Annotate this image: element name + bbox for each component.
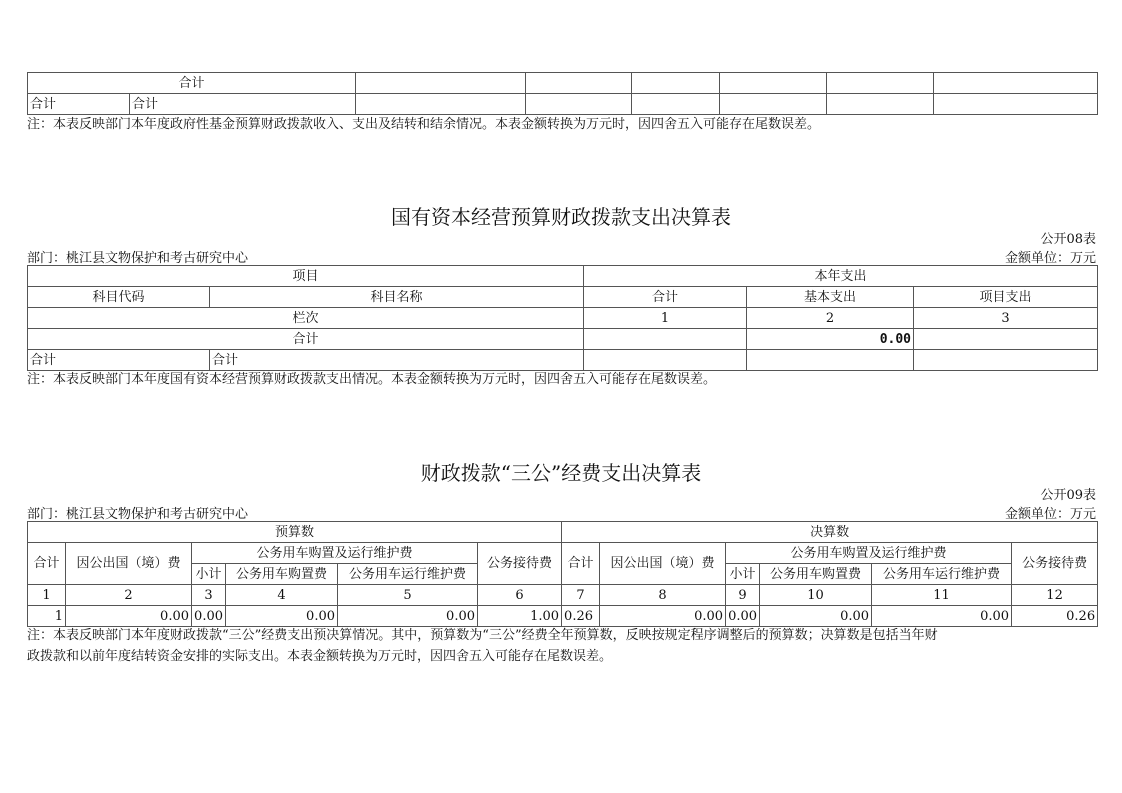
- header-vehicle: 公务用车购置及运行维护费: [192, 543, 478, 564]
- form-number: 公开09表: [1040, 488, 1096, 503]
- unit-label: 金额单位：万元: [1004, 251, 1096, 266]
- header-subtotal: 小计: [192, 564, 226, 585]
- header-total: 合计: [584, 287, 747, 308]
- value-cell: 0.00: [760, 606, 872, 627]
- value-cell: 0.26: [562, 606, 600, 627]
- column-index: 1: [584, 308, 747, 329]
- header-total: 合计: [28, 543, 66, 585]
- column-index: 7: [562, 585, 600, 606]
- table-07-fragment: [27, 72, 1098, 115]
- sub-total-name: 合计: [210, 350, 584, 371]
- table-07-note: 注：本表反映部门本年度政府性基金预算财政拨款收入、支出及结转和结余情况。本表金额转换为万元时，因四舍五入可能存在尾数误差。: [27, 117, 821, 132]
- table-08: [27, 265, 1098, 371]
- value-cell: 0.00: [600, 606, 726, 627]
- table-09: [27, 521, 1098, 627]
- table-09-note-line-1: 注：本表反映部门本年度财政拨款“三公”经费支出预决算情况。其中，预算数为“三公”经费全年预算数，反映按规定程序调整后的预算数；决算数是包括当年财: [27, 628, 938, 643]
- table-row: [28, 287, 1098, 308]
- column-index: 5: [338, 585, 478, 606]
- column-index: 6: [478, 585, 562, 606]
- value-cell: 0.00: [872, 606, 1012, 627]
- column-index: 4: [226, 585, 338, 606]
- sub-total-code: 合计: [28, 94, 130, 115]
- table-09-note-line-2: 政拨款和以前年度结转资金安排的实际支出。本表金额转换为万元时，因四舍五入可能存在尾数误差。: [27, 649, 613, 664]
- header-purchase: 公务用车购置费: [226, 564, 338, 585]
- form-number: 公开08表: [1040, 232, 1096, 247]
- table-08-note: 注：本表反映部门本年度国有资本经营预算财政拨款支出情况。本表金额转换为万元时，因四舍五入可能存在尾数误差。: [27, 372, 717, 387]
- department-label: 部门：桃江县文物保护和考古研究中心: [27, 251, 249, 266]
- header-reception: 公务接待费: [478, 543, 562, 585]
- total-label: 合计: [28, 73, 356, 94]
- header-final: 决算数: [562, 522, 1098, 543]
- header-basic: 基本支出: [747, 287, 914, 308]
- unit-label: 金额单位：万元: [1004, 507, 1096, 522]
- header-vehicle: 公务用车购置及运行维护费: [726, 543, 1012, 564]
- header-abroad: 因公出国（境）费: [600, 543, 726, 585]
- table-row: [28, 94, 1098, 115]
- header-reception: 公务接待费: [1012, 543, 1098, 585]
- header-operation: 公务用车运行维护费: [872, 564, 1012, 585]
- header-item: 项目: [28, 266, 584, 287]
- table-row: [28, 522, 1098, 543]
- department-label: 部门：桃江县文物保护和考古研究中心: [27, 507, 249, 522]
- header-purchase: 公务用车购置费: [760, 564, 872, 585]
- value-cell: 1.00: [478, 606, 562, 627]
- value-cell: 0.26: [1012, 606, 1098, 627]
- table-row: [28, 350, 1098, 371]
- sub-total-code: 合计: [28, 350, 210, 371]
- column-index: 9: [726, 585, 760, 606]
- value-cell: 0.00: [338, 606, 478, 627]
- column-index: 2: [66, 585, 192, 606]
- total-label: 合计: [28, 329, 584, 350]
- total-basic-value: 0.00: [747, 329, 914, 350]
- sub-total-name: 合计: [130, 94, 356, 115]
- table-row: [28, 606, 1098, 627]
- column-index: 3: [914, 308, 1098, 329]
- column-index: 11: [872, 585, 1012, 606]
- column-index: 3: [192, 585, 226, 606]
- column-index-label: 栏次: [28, 308, 584, 329]
- table-row: [28, 585, 1098, 606]
- table-row: [28, 543, 1098, 564]
- column-index: 2: [747, 308, 914, 329]
- header-name: 科目名称: [210, 287, 584, 308]
- column-index: 12: [1012, 585, 1098, 606]
- value-cell: 0.00: [66, 606, 192, 627]
- header-year-expense: 本年支出: [584, 266, 1098, 287]
- table-08-title: 国有资本经营预算财政拨款支出决算表: [391, 205, 731, 229]
- column-index: 1: [28, 585, 66, 606]
- header-total: 合计: [562, 543, 600, 585]
- header-operation: 公务用车运行维护费: [338, 564, 478, 585]
- header-budget: 预算数: [28, 522, 562, 543]
- header-project: 项目支出: [914, 287, 1098, 308]
- table-09-title: 财政拨款“三公”经费支出决算表: [420, 461, 702, 485]
- value-cell: 0.00: [726, 606, 760, 627]
- header-subtotal: 小计: [726, 564, 760, 585]
- table-row: [28, 329, 1098, 350]
- table-row: [28, 266, 1098, 287]
- header-abroad: 因公出国（境）费: [66, 543, 192, 585]
- value-cell: 0.00: [192, 606, 226, 627]
- column-index: 8: [600, 585, 726, 606]
- header-code: 科目代码: [28, 287, 210, 308]
- value-cell: 1: [28, 606, 66, 627]
- table-row: [28, 73, 1098, 94]
- value-cell: 0.00: [226, 606, 338, 627]
- column-index: 10: [760, 585, 872, 606]
- table-row: [28, 308, 1098, 329]
